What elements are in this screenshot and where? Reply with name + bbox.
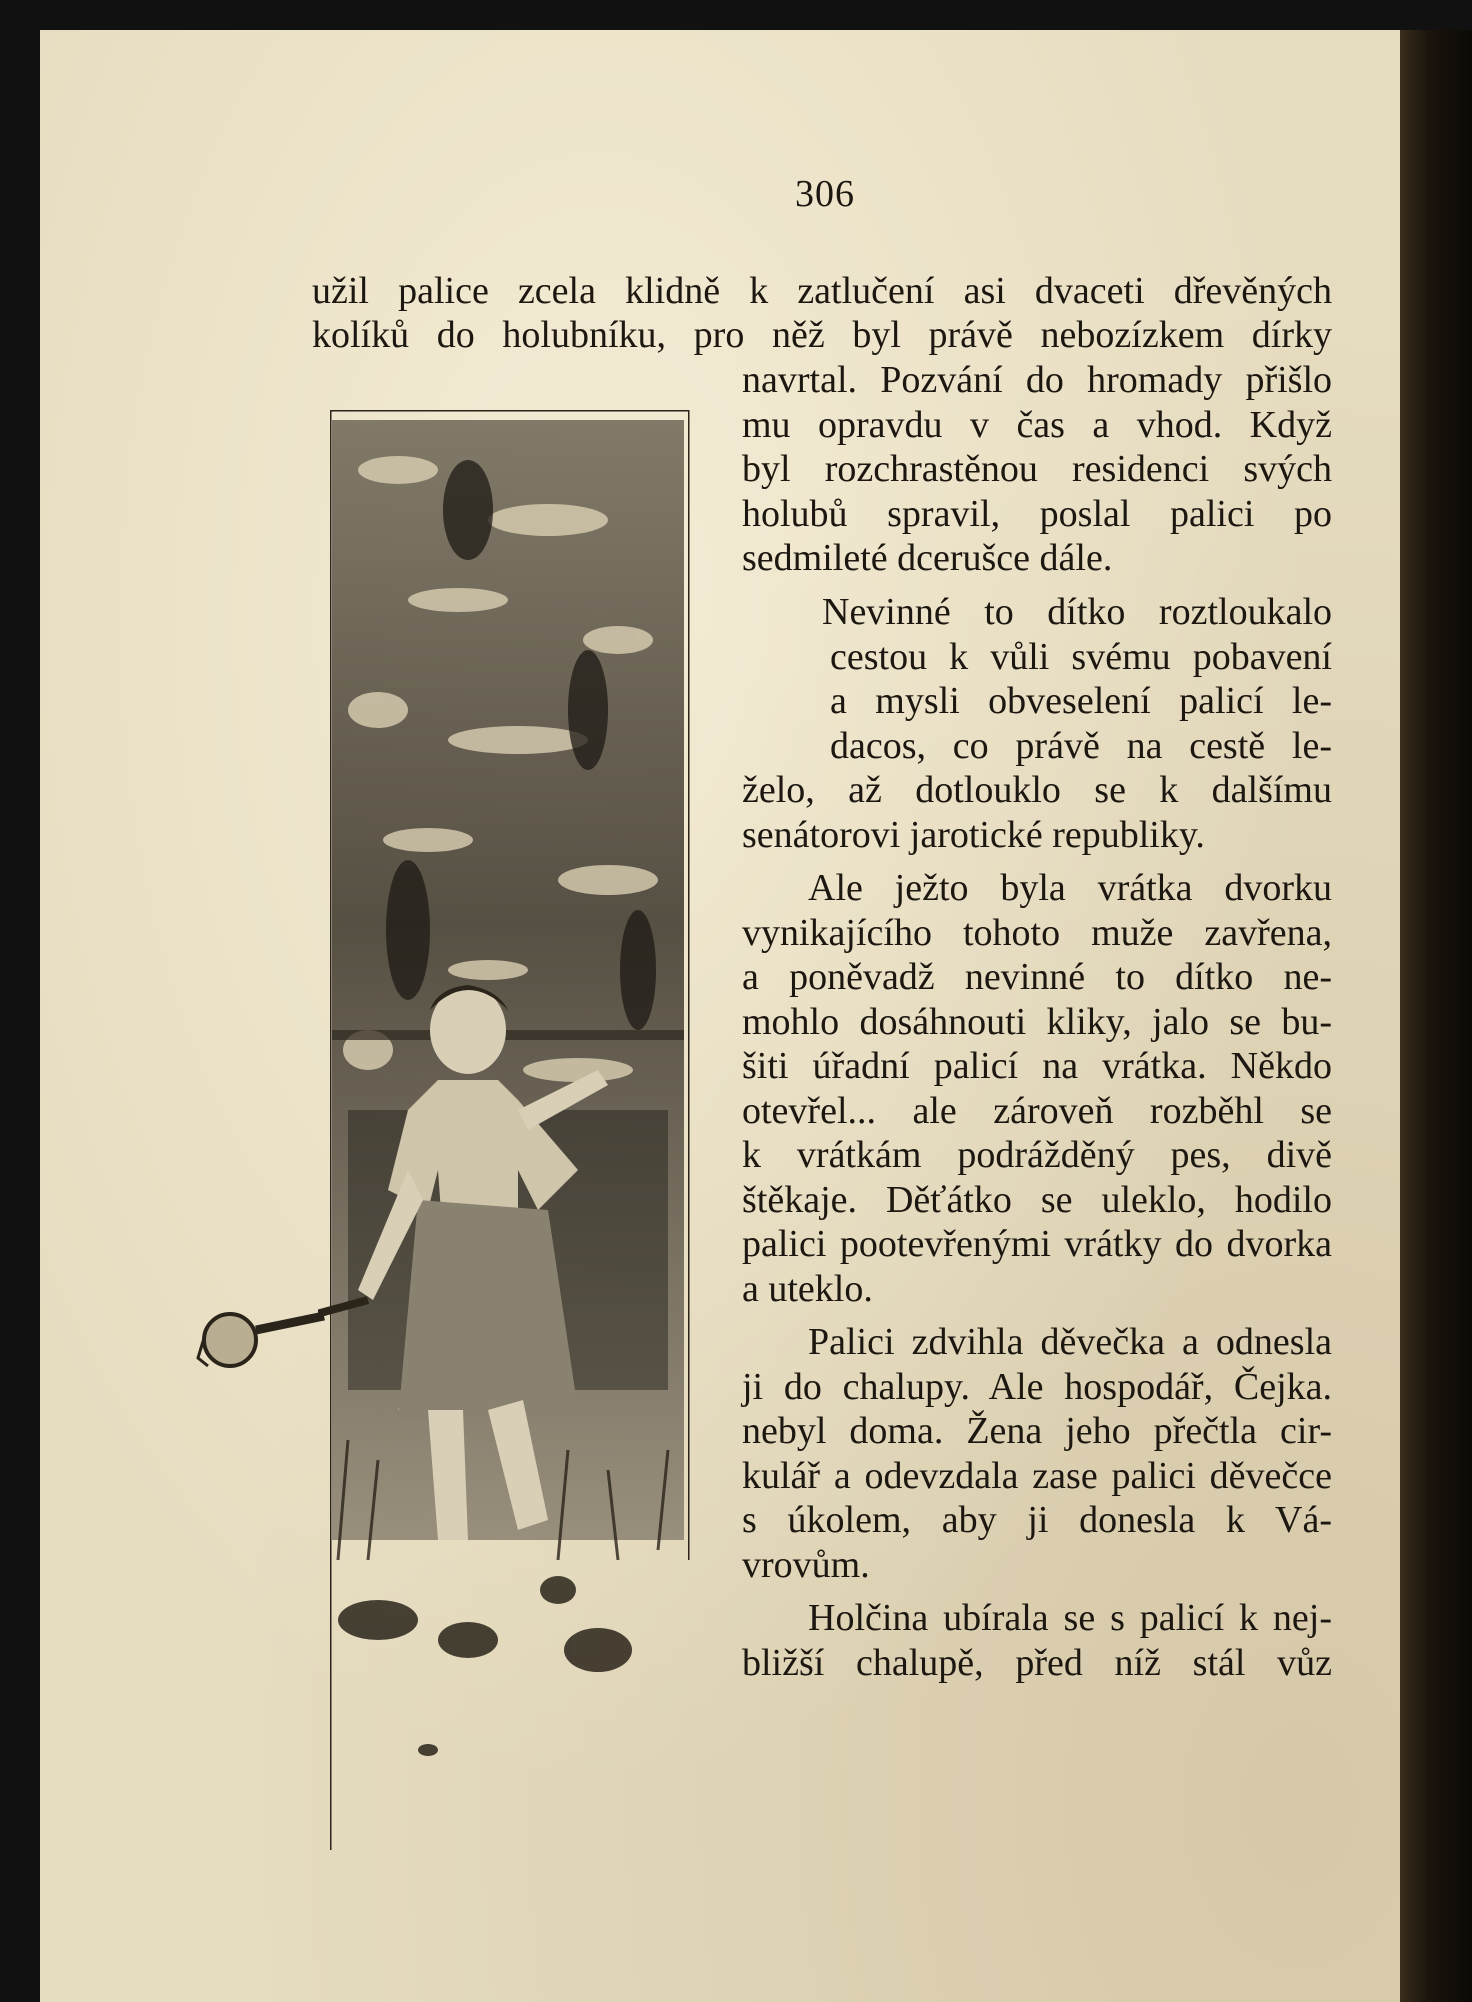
page-number: 306 xyxy=(795,173,855,215)
mallet-head-icon xyxy=(196,1300,326,1380)
text-line: a uteklo. xyxy=(742,1267,873,1310)
illustration-girl-with-mallet xyxy=(318,410,700,1850)
book-spine-shadow xyxy=(1400,30,1472,2002)
text-line: štěkaje. Děťátko se uleklo, hodilo xyxy=(742,1178,1332,1221)
text-line: vynikajícího tohoto muže zavřena, xyxy=(742,911,1332,954)
text-line: Ale ježto byla vrátka dvorku xyxy=(808,867,1332,909)
text-line: palici pootevřenými vrátky do dvorka xyxy=(742,1223,1332,1265)
text-line: želo, až dotlouklo se k dalšímu xyxy=(742,769,1332,811)
text-line: bližší chalupě, před níž stál vůz xyxy=(742,1641,1332,1684)
text-line: mu opravdu v čas a vhod. Když xyxy=(742,403,1332,446)
text-line: cestou k vůli svému pobavení xyxy=(830,635,1332,678)
text-line: a mysli obveselení palicí le- xyxy=(830,680,1332,722)
text-line: k vrátkám podrážděný pes, divě xyxy=(742,1134,1332,1176)
text-paragraph xyxy=(742,358,1332,581)
text-line: senátorovi jarotické republiky. xyxy=(742,813,1205,856)
text-line: kolíků do holubníku, pro něž byl právě nebozízkem dírky xyxy=(312,314,1332,356)
text-line: kulář a odevzdala zase palici děvečce xyxy=(742,1454,1332,1497)
text-line: byl rozchrastěnou residenci svých xyxy=(742,448,1332,490)
text-line: užil palice zcela klidně k zatlučení asi dvaceti dřevěných xyxy=(312,270,1332,312)
text-line: vrovům. xyxy=(742,1543,870,1586)
text-paragraph xyxy=(742,1596,1332,1685)
text-line: Nevinné to dítko roztloukalo xyxy=(822,591,1332,633)
text-line: šiti úřadní palicí na vrátka. Někdo xyxy=(742,1045,1332,1087)
text-line: Palici zdvihla děvečka a odnesla xyxy=(808,1321,1332,1363)
text-line: nebyl doma. Žena jeho přečtla cir- xyxy=(742,1410,1332,1452)
text-line: s úkolem, aby ji donesla k Vá- xyxy=(742,1499,1332,1541)
text-line: mohlo dosáhnouti kliky, jalo se bu- xyxy=(742,1000,1332,1043)
text-line: navrtal. Pozvání do hromady přišlo xyxy=(742,359,1332,401)
text-line: dacos, co právě na cestě le- xyxy=(830,724,1332,767)
text-paragraph xyxy=(742,590,1332,857)
illustration-svg xyxy=(318,410,700,1850)
text-line: Holčina ubírala se s palicí k nej- xyxy=(808,1597,1332,1639)
text-line: a poněvadž nevinné to dítko ne- xyxy=(742,956,1332,998)
text-paragraph xyxy=(742,1320,1332,1587)
text-line: ji do chalupy. Ale hospodář, Čejka. xyxy=(742,1365,1332,1408)
text-line: sedmileté dcerušce dále. xyxy=(742,537,1113,579)
text-line: holubů spravil, poslal palici po xyxy=(742,492,1332,535)
text-paragraph xyxy=(742,866,1332,1311)
text-line: otevřel... ale zároveň rozběhl se xyxy=(742,1089,1332,1132)
